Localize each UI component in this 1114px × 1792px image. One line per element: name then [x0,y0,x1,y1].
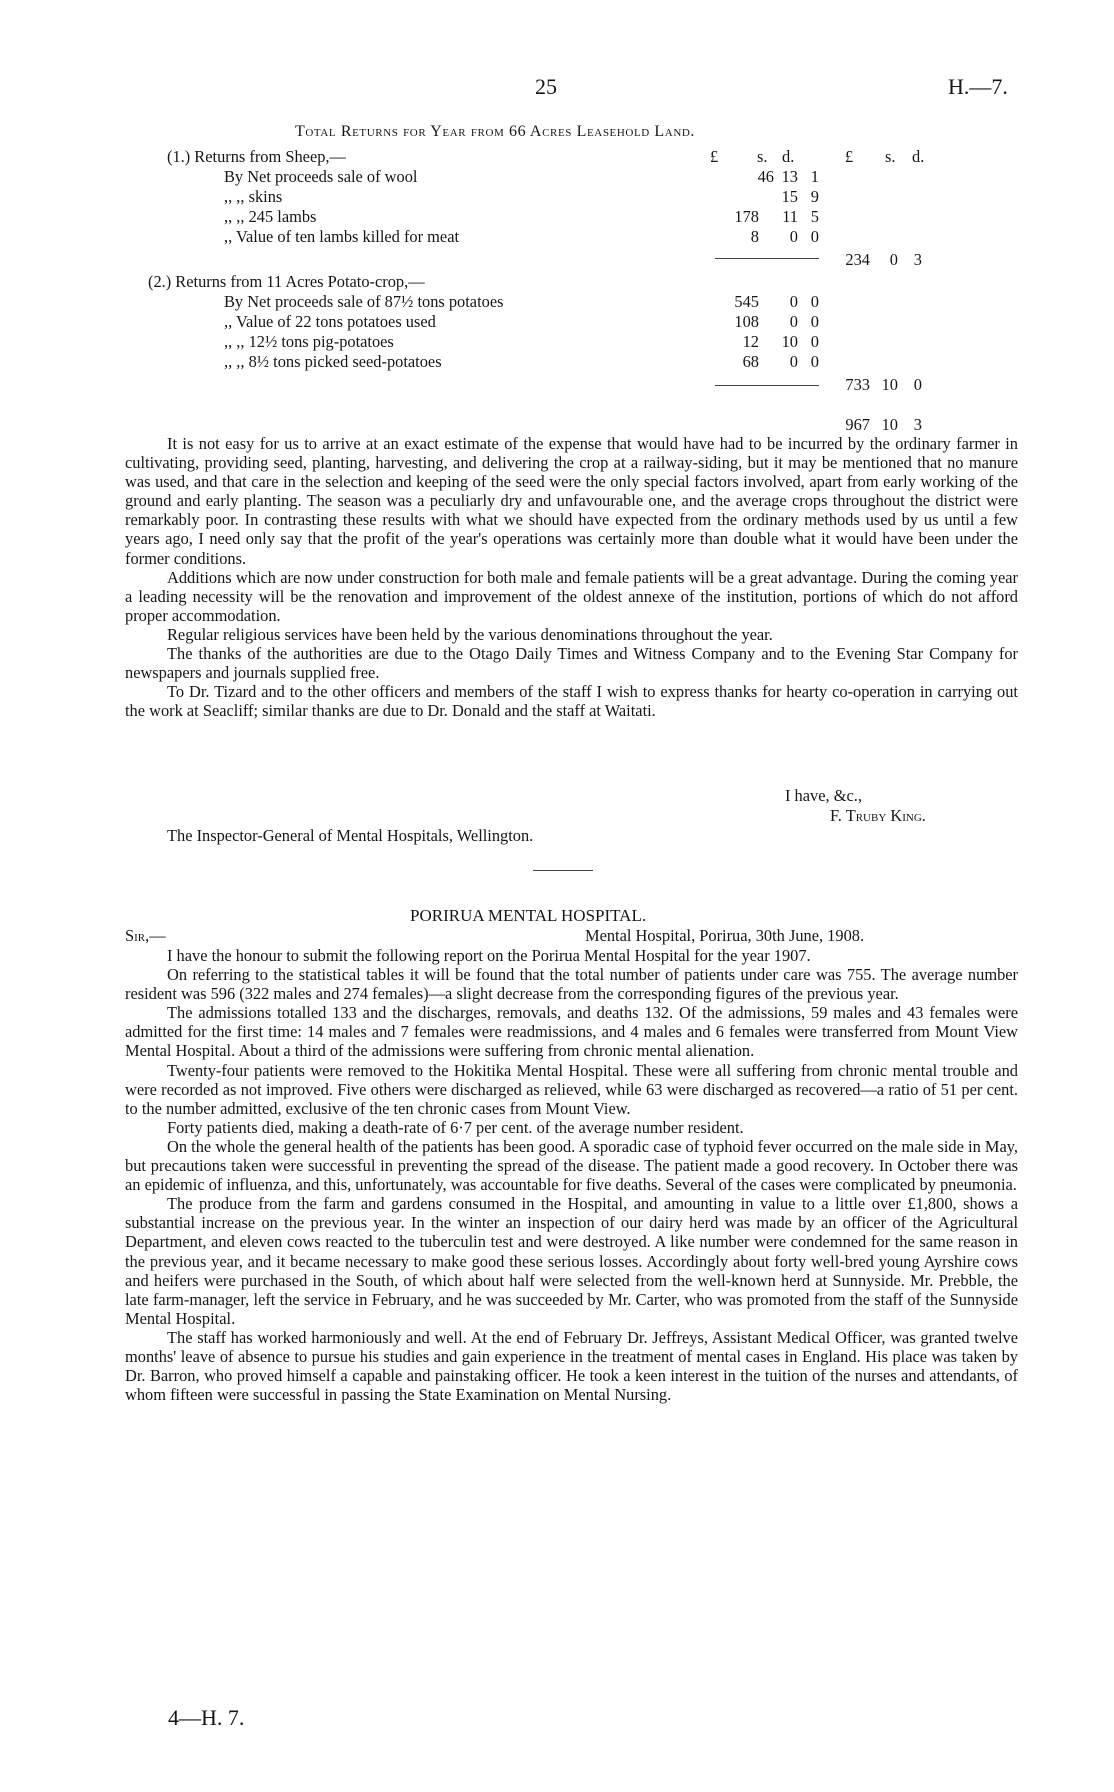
dateline: Mental Hospital, Porirua, 30th June, 1908. [585,926,865,945]
paragraph: Twenty-four patients were removed to the Hokitika Mental Hospital. These were all suffering from chronic mental trouble and were recorded as not improved. Five others were discharged as relieved, while 63 were discharged as recovered—a ratio of 51 per cent. to the number admitted, exclusive of the ten chronic cases from Mount View. [125,1060,1018,1118]
amount-pounds: 8 [750,227,759,246]
table-row-label: ,, Value of ten lambs killed for meat [224,227,460,246]
header-pence-1: d. [782,147,795,166]
table-row-label: ,, Value of 22 tons potatoes used [224,312,436,331]
subtotal-pence: 3 [913,250,922,269]
amount-shillings: 15 [781,187,798,206]
grand-total-shillings: 10 [881,415,898,434]
subtotal-rule [715,258,819,259]
amount-pence: 0 [810,352,819,371]
amount-pounds: 46 [757,167,774,186]
paragraph: To Dr. Tizard and to the other officers and members of the staff I wish to express thanks for hearty co-operation in carrying out the work at Seacliff; similar thanks are due to Dr. Donald and the staff at Waitati. [125,682,1018,721]
subtotal-shillings: 0 [889,250,898,269]
paragraph: Regular religious services have been held by the various denominations throughout the year. [167,624,773,644]
header-shillings-1: s. [757,147,768,166]
amount-shillings: 13 [781,167,798,186]
paragraph: The produce from the farm and gardens consumed in the Hospital, and amounting in value to a little over £1,800, shows a substantial increase on the previous year. In the winter an inspection of our dairy herd was made by an officer of the Agricultural Department, and eleven cows reacted to the tuberculin test and were destroyed. A like number were condemned for the same reason in the previous year, and it became necessary to make good these serious losses. Accordingly about forty well-bred young Ayrshire cows and heifers were purchased in the South, of which about half were selected from the well-known herd at Sunnyside. Mr. Prebble, the late farm-manager, left the service in February, and he was succeeded by Mr. Carter, who was promoted from the staff of the Sunnyside Mental Hospital. [125,1194,1018,1328]
section-heading: (1.) Returns from Sheep,— [167,147,346,166]
section-title: PORIRUA MENTAL HOSPITAL. [410,906,647,925]
paragraph: Additions which are now under construction for both male and female patients will be a great advantage. During the coming year a leading necessity will be the renovation and improvement of the oldest annexe of the institution, portions of which do not afford proper accommodation. [125,567,1018,625]
document-reference: H.—7. [948,74,1008,99]
addressee: The Inspector-General of Mental Hospitals, Wellington. [167,826,534,845]
porirua-report-body [125,946,1018,1404]
amount-pence: 0 [810,292,819,311]
amount-pence: 1 [810,167,819,186]
subtotal-shillings: 10 [881,375,898,394]
salutation: Sir,— [125,926,166,945]
amount-pounds: 545 [734,292,759,311]
amount-shillings: 0 [789,227,798,246]
header-pence-2: d. [912,147,925,166]
amount-pence: 0 [810,312,819,331]
table-row-label: ,, ,, skins [224,187,283,206]
page-number: 25 [535,74,557,99]
paragraph: The staff has worked harmoniously and well. At the end of February Dr. Jeffreys, Assistant Medical Officer, was granted twelve months' leave of absence to pursue his studies and gain experience in the treatment of mental cases in England. His place was taken by Dr. Barron, who proved himself a capable and painstaking officer. He took a keen interest in the tuition of the nurses and attendants, of whom fifteen were successful in passing the State Examination on Mental Nursing. [125,1327,1018,1405]
amount-shillings: 0 [789,292,798,311]
amount-shillings: 0 [789,352,798,371]
grand-total-pounds: 967 [845,415,870,434]
paragraph: It is not easy for us to arrive at an exact estimate of the expense that would have had to be incurred by the ordinary farmer in cultivating, providing seed, planting, harvesting, and delivering the crop at a railway-siding, but it may be mentioned that no manure was used, and that care in the selection and keeping of the seed were the only special factors involved, apart from early working of the ground and early planting. The season was a peculiarly dry and unfavourable one, and the average crops throughout the district were remarkably poor. In contrasting these results with what we should have expected from the ordinary methods used by us until a few years ago, I need only say that the profit of the year's operations was certainly more than double what it would have been under the former conditions. [125,434,1018,568]
section-separator [533,870,593,871]
subtotal-pounds: 234 [845,250,870,269]
grand-total-pence: 3 [913,415,922,434]
amount-pence: 5 [810,207,819,226]
header-pounds-2: £ [845,147,854,166]
table-row-label: ,, ,, 12½ tons pig-potatoes [224,332,394,351]
subtotal-rule [715,385,819,386]
amount-pounds: 108 [734,312,759,331]
header-pounds-1: £ [710,147,719,166]
table-title: Total Returns for Year from 66 Acres Leasehold Land. [295,123,696,140]
signature: F. Truby King. [830,806,926,825]
subtotal-pounds: 733 [845,375,870,394]
amount-pounds: 12 [742,332,759,351]
amount-pence: 9 [810,187,819,206]
paragraph: The admissions totalled 133 and the discharges, removals, and deaths 132. Of the admissions, 59 males and 43 females were admitted for the first time: 14 males and 7 females were readmissions, and 4 males and 6 females were transferred from Mount View Mental Hospital. About a third of the admissions were suffering from chronic mental alienation. [125,1003,1018,1061]
amount-pounds: 178 [734,207,759,226]
amount-shillings: 0 [789,312,798,331]
paragraph: I have the honour to submit the following report on the Porirua Mental Hospital for the year 1907. [167,946,811,965]
amount-pounds: 68 [742,352,759,371]
amount-shillings: 11 [782,207,798,226]
table-row-label: ,, ,, 245 lambs [224,207,317,226]
paragraph: The thanks of the authorities are due to the Otago Daily Times and Witness Company and to the Evening Star Company for newspapers and journals supplied free. [125,644,1018,683]
seacliff-report-body [125,434,1018,720]
paragraph: Forty patients died, making a death-rate of 6·7 per cent. of the average number resident. [167,1117,744,1137]
table-row-label: ,, ,, 8½ tons picked seed-potatoes [224,352,442,371]
amount-shillings: 10 [781,332,798,351]
paragraph: On the whole the general health of the patients has been good. A sporadic case of typhoid fever occurred on the male side in May, but precautions taken were successful in preventing the spread of the disease. The patient made a good recovery. In October there was an epidemic of influenza, and this, unfortunately, was accountable for five deaths. Several of the cases were complicated by pneumonia. [125,1136,1018,1195]
amount-pence: 0 [810,332,819,351]
amount-pence: 0 [810,227,819,246]
header-shillings-2: s. [885,147,896,166]
subtotal-pence: 0 [913,375,922,394]
table-row-label: By Net proceeds sale of 87½ tons potatoes [224,292,504,311]
table-row-label: By Net proceeds sale of wool [224,167,418,186]
section-heading: (2.) Returns from 11 Acres Potato-crop,— [148,272,425,291]
paragraph: On referring to the statistical tables it will be found that the total number of patients under care was 755. The average number resident was 596 (322 males and 274 females)—a slight decrease from the corresponding figures of the previous year. [125,965,1018,1004]
sheet-reference: 4—H. 7. [168,1705,245,1730]
closing: I have, &c., [785,786,862,805]
